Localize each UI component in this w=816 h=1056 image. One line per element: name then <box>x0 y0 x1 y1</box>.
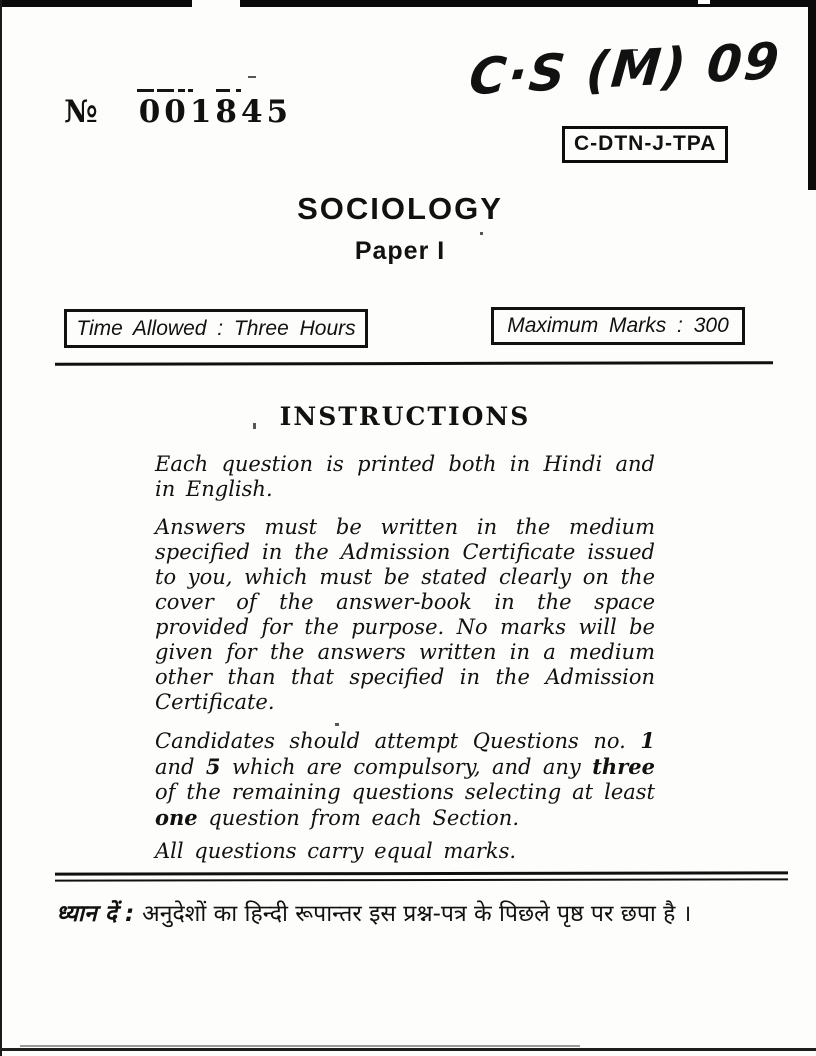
overline-mark <box>137 89 154 92</box>
page-title: SOCIOLOGY <box>297 191 503 226</box>
hindi-footnote-label: ध्यान दें : <box>56 901 135 927</box>
instruction-paragraph: Each question is printed both in Hindi and in English. <box>155 452 655 501</box>
scan-speck <box>248 76 256 78</box>
time-allowed-text: Time Allowed : Three Hours <box>76 316 356 340</box>
scan-edge-top-gap <box>698 0 710 4</box>
page-subtitle: Paper I <box>354 237 446 265</box>
numero-sign: № <box>64 94 99 130</box>
paper-code: C-DTN-J-TPA <box>574 132 717 155</box>
instruction-paragraph: All questions carry equal marks. <box>155 839 517 863</box>
scan-edge-left <box>0 0 2 1056</box>
horizontal-rule <box>55 361 773 366</box>
overline-mark <box>188 89 193 92</box>
scan-edge-right <box>808 0 816 190</box>
paper-code-box <box>562 126 728 163</box>
serial-digits: 001845 <box>138 94 293 130</box>
overline-mark <box>157 89 174 92</box>
instructions-body <box>155 452 655 877</box>
scan-edge-bottom <box>0 1048 816 1051</box>
overline-mark <box>216 89 230 92</box>
overline-mark <box>236 89 241 92</box>
serial-number <box>64 94 292 130</box>
scan-edge-top <box>0 0 816 7</box>
instruction-paragraph: Answers must be written in the medium specified in the Admission Certificate issued to you, which must be stated clearly on the cover of the answer-book in the space provided for the purpose. No marks will be given for the answers written in a medium other than that specified in the Admission Certificate. <box>155 515 655 714</box>
scan-edge-bottom <box>20 1045 580 1047</box>
hindi-footnote <box>56 894 816 934</box>
maximum-marks-box <box>491 307 745 345</box>
time-allowed-box <box>64 309 368 348</box>
hindi-footnote-text: अनुदेशों का हिन्दी रूपान्तर इस प्रश्न-पत्र के पिछले पृष्ठ पर छपा है । <box>142 901 692 927</box>
scan-edge-top-gap <box>192 0 240 7</box>
instructions-heading: INSTRUCTIONS <box>279 402 531 431</box>
overline-mark <box>178 89 185 92</box>
instruction-paragraph: Candidates should attempt Questions no. 1 and 5 which are compulsory, and any three of the remaining questions selecting at least one question from each Section. <box>155 728 655 830</box>
scan-speck <box>480 232 483 235</box>
maximum-marks-text: Maximum Marks : 300 <box>507 314 729 337</box>
double-horizontal-rule <box>55 871 788 881</box>
handwritten-annotation: C·S (M) 09 <box>466 31 784 107</box>
